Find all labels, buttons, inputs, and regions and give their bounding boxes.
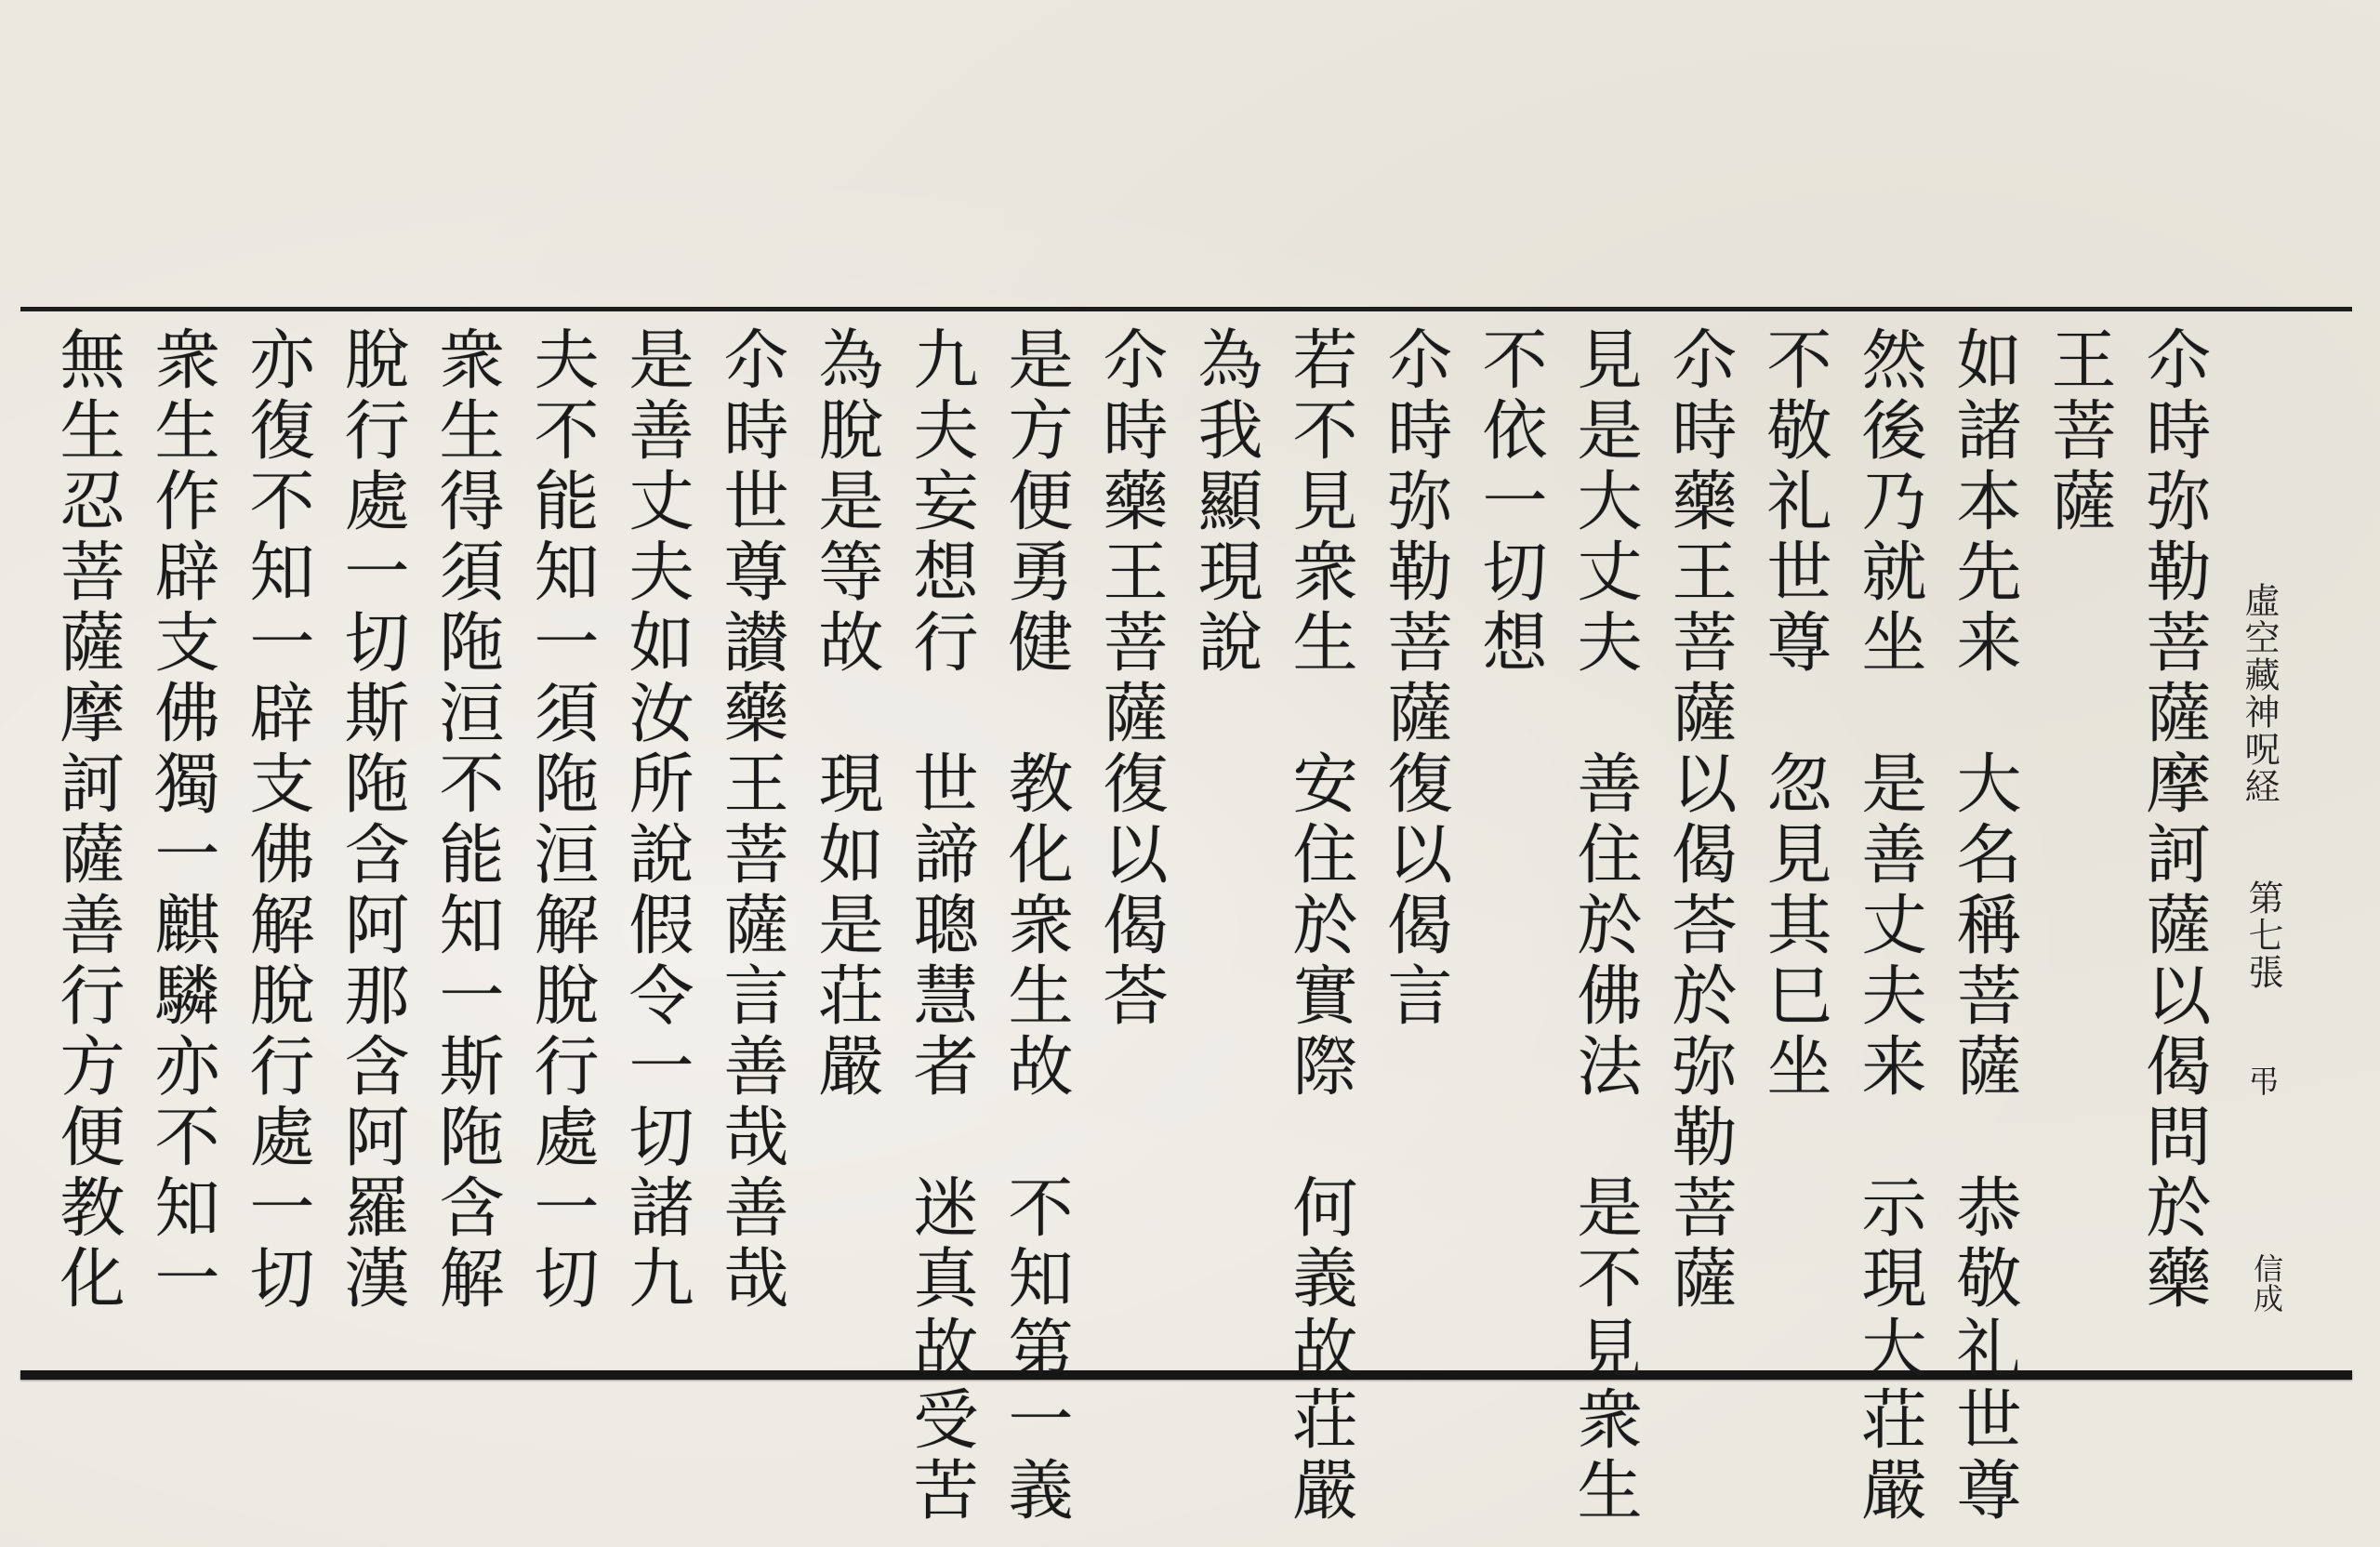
text-column-16: 尒時世尊讃藥王菩薩言善哉善哉 xyxy=(713,325,789,1315)
text-column-20: 脫行處一切斯陁含阿那含阿羅漢 xyxy=(334,325,410,1315)
text-column-22: 衆生作辟支佛獨一麒驎亦不知一 xyxy=(144,325,220,1315)
margin-mark: 弔 xyxy=(2248,1064,2280,1101)
text-column-15: 為脫是等故 現如是荘嚴 xyxy=(808,325,884,1103)
text-column-7: 見是大丈夫 善住於佛法 是不見衆生 xyxy=(1567,325,1643,1527)
text-column-9: 尒時弥勒菩薩復以偈言 xyxy=(1377,325,1453,1032)
text-column-4: 然後乃就坐 是善丈夫来 示現大荘嚴 xyxy=(1851,325,1927,1527)
text-column-19: 衆生得須陁洹不能知一斯陁含解 xyxy=(429,325,505,1315)
text-column-18: 夫不能知一須陁洹解脫行處一切 xyxy=(523,325,600,1315)
text-column-11: 為我顯現說 xyxy=(1187,325,1263,679)
text-column-3: 如諸本先来 大名稱菩薩 恭敬礼世尊 xyxy=(1946,325,2022,1527)
text-column-2: 王菩薩 xyxy=(2041,325,2117,537)
margin-leaf-number: 第七張 xyxy=(2242,879,2283,991)
text-column-5: 不敬礼世尊 忽見其巳坐 xyxy=(1756,325,1832,1103)
text-column-1: 尒時弥勒菩薩摩訶薩以偈問於藥 xyxy=(2135,325,2212,1315)
text-column-13: 是方便勇健 教化衆生故 不知第一義 xyxy=(998,325,1074,1527)
text-column-8: 不依一切想 xyxy=(1472,325,1548,679)
margin-carver-name: 信成 xyxy=(2249,1253,2284,1313)
top-border-rule xyxy=(20,307,2352,311)
text-column-17: 是善丈夫如汝所說假令一切諸九 xyxy=(618,325,694,1315)
text-column-10: 若不見衆生 安住於實際 何義故荘嚴 xyxy=(1282,325,1358,1527)
text-column-14: 九夫妄想行 世諦聰慧者 迷真故受苦 xyxy=(903,325,979,1527)
text-column-6: 尒時藥王菩薩以偈荅於弥勒菩薩 xyxy=(1661,325,1738,1315)
text-column-21: 亦復不知一辟支佛解脫行處一切 xyxy=(239,325,315,1315)
text-column-23: 無生忍菩薩摩訶薩善行方便教化 xyxy=(49,325,126,1315)
margin-sutra-title: 虛空藏神呪経 xyxy=(2239,582,2280,805)
main-text-block xyxy=(0,325,2380,1527)
text-column-12: 尒時藥王菩薩復以偈荅 xyxy=(1092,325,1169,1032)
